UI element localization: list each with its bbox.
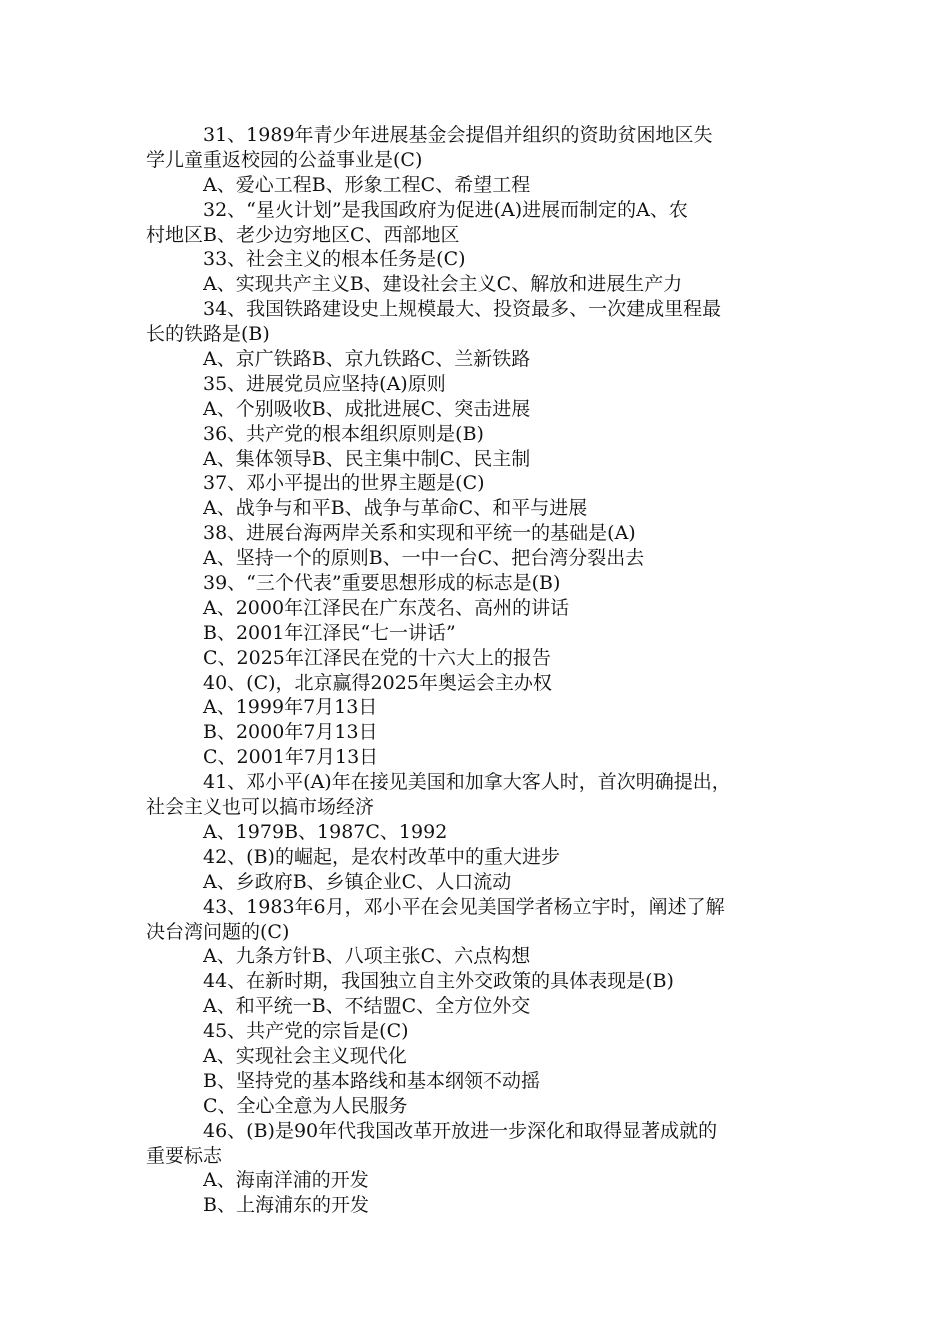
text-line: 45、共产党的宗旨是(C) (203, 1020, 409, 1043)
text-line: B、上海浦东的开发 (203, 1194, 369, 1217)
text-line: 重要标志 (146, 1144, 223, 1167)
text-line: 长的铁路是(B) (146, 323, 270, 346)
text-line: 37、邓小平提出的世界主题是(C) (203, 472, 485, 495)
text-line: 41、邓小平(A)年在接见美国和加拿大客人时，首次明确提出， (203, 771, 731, 794)
text-line: A、2000年江泽民在广东茂名、高州的讲话 (203, 596, 570, 619)
text-line: 38、进展台海两岸关系和实现和平统一的基础是(A) (203, 522, 636, 545)
text-line: 36、共产党的根本组织原则是(B) (203, 422, 484, 445)
text-line: B、2001年江泽民“七一讲话” (203, 621, 456, 644)
text-line: 33、社会主义的根本任务是(C) (203, 248, 466, 271)
text-line: A、1979B、1987C、1992 (203, 820, 448, 843)
text-line: 社会主义也可以搞市场经济 (146, 796, 375, 819)
text-line: 40、(C)，北京赢得2025年奥运会主办权 (203, 671, 552, 694)
text-line: C、全心全意为人民服务 (203, 1094, 408, 1117)
text-line: 43、1983年6月，邓小平在会见美国学者杨立宇时，阐述了解 (203, 895, 725, 918)
text-line: A、和平统一B、不结盟C、全方位外交 (203, 995, 531, 1018)
text-line: 44、在新时期，我国独立自主外交政策的具体表现是(B) (203, 970, 674, 993)
text-line: 46、(B)是90年代我国改革开放进一步深化和取得显著成就的 (203, 1119, 718, 1142)
text-line: B、2000年7月13日 (203, 721, 378, 744)
text-line: 32、“星火计划”是我国政府为促进(A)进展而制定的A、农 (203, 198, 688, 221)
text-line: 31、1989年青少年进展基金会提倡并组织的资助贫困地区失 (203, 124, 713, 146)
text-line: A、海南洋浦的开发 (203, 1169, 369, 1192)
text-line: A、九条方针B、八项主张C、六点构想 (203, 945, 531, 968)
text-line: 34、我国铁路建设史上规模最大、投资最多、一次建成里程最 (203, 298, 722, 321)
text-line: A、京广铁路B、京九铁路C、兰新铁路 (203, 348, 531, 371)
text-line: A、实现共产主义B、建设社会主义C、解放和进展生产力 (203, 273, 683, 296)
document-body (146, 123, 826, 1218)
text-line: A、坚持一个的原则B、一中一台C、把台湾分裂出去 (203, 547, 645, 570)
text-line: 决台湾问题的(C) (146, 920, 290, 943)
text-line: A、1999年7月13日 (203, 696, 378, 719)
text-line: A、集体领导B、民主集中制C、民主制 (203, 447, 531, 470)
text-line: A、乡政府B、乡镇企业C、人口流动 (203, 870, 512, 893)
text-line: C、2025年江泽民在党的十六大上的报告 (203, 646, 551, 669)
text-line: B、坚持党的基本路线和基本纲领不动摇 (203, 1069, 540, 1092)
text-line: A、战争与和平B、战争与革命C、和平与进展 (203, 497, 588, 520)
text-line: 35、进展党员应坚持(A)原则 (203, 372, 446, 395)
text-line: A、个别吸收B、成批进展C、突击进展 (203, 397, 531, 420)
text-line: A、爱心工程B、形象工程C、希望工程 (203, 173, 531, 196)
text-line: 42、(B)的崛起，是农村改革中的重大进步 (203, 845, 560, 868)
text-line: C、2001年7月13日 (203, 746, 379, 769)
text-line: 学儿童重返校园的公益事业是(C) (146, 148, 423, 171)
text-line: 村地区B、老少边穷地区C、西部地区 (146, 223, 460, 246)
text-line: 39、“三个代表”重要思想形成的标志是(B) (203, 572, 561, 595)
text-line: A、实现社会主义现代化 (203, 1044, 407, 1067)
